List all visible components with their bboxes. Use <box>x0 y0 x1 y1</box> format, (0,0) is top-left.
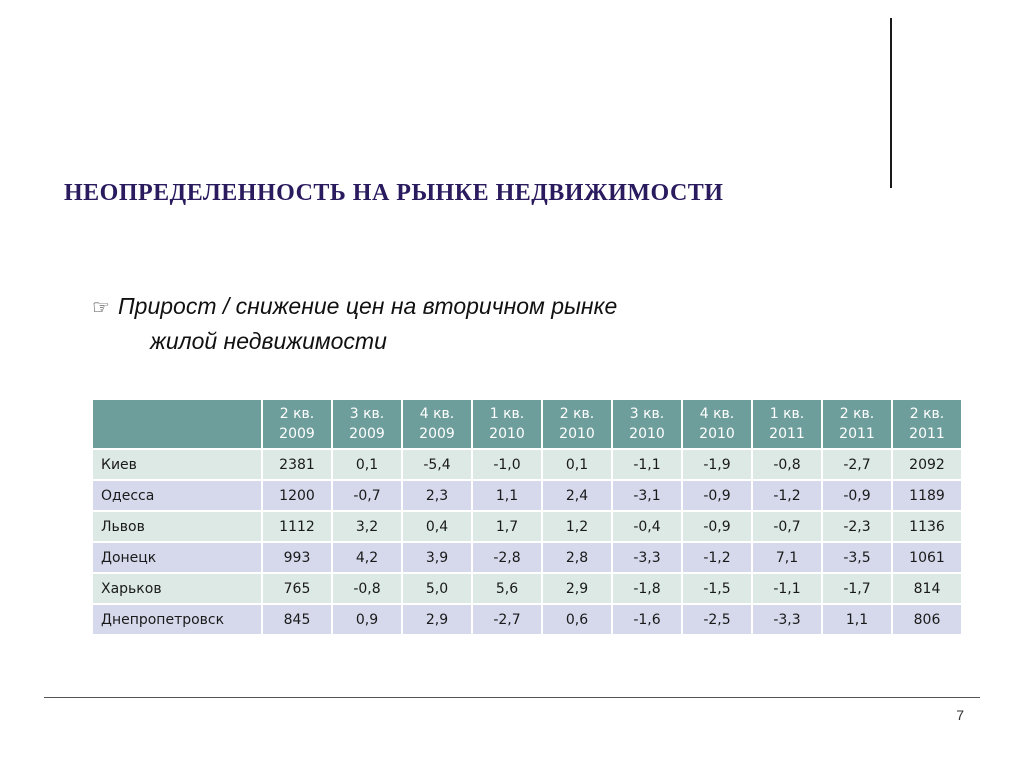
value-cell: -1,8 <box>613 574 683 605</box>
value-cell: -1,6 <box>613 605 683 636</box>
value-cell: -0,7 <box>753 512 823 543</box>
value-cell: -2,3 <box>823 512 893 543</box>
value-cell: -3,3 <box>753 605 823 636</box>
value-cell: 1200 <box>263 481 333 512</box>
value-cell: -5,4 <box>403 450 473 481</box>
value-cell: 1,1 <box>823 605 893 636</box>
value-cell: -1,2 <box>683 543 753 574</box>
value-cell: -1,2 <box>753 481 823 512</box>
value-cell: -1,7 <box>823 574 893 605</box>
value-cell: 2,3 <box>403 481 473 512</box>
bullet-point <box>92 290 852 358</box>
value-cell: 0,4 <box>403 512 473 543</box>
table-row <box>93 543 963 574</box>
hand-pointer-icon: ☞ <box>92 297 110 319</box>
value-cell: 806 <box>893 605 963 636</box>
column-header: 4 кв. 2010 <box>683 400 753 450</box>
value-cell: 814 <box>893 574 963 605</box>
value-cell: -1,1 <box>753 574 823 605</box>
value-cell: 1061 <box>893 543 963 574</box>
value-cell: 1112 <box>263 512 333 543</box>
vertical-divider <box>890 18 892 188</box>
footer-divider <box>44 697 980 698</box>
value-cell: 1136 <box>893 512 963 543</box>
value-cell: 2,9 <box>543 574 613 605</box>
city-cell: Донецк <box>93 543 263 574</box>
city-cell: Киев <box>93 450 263 481</box>
value-cell: -2,8 <box>473 543 543 574</box>
value-cell: 3,2 <box>333 512 403 543</box>
value-cell: 0,9 <box>333 605 403 636</box>
value-cell: -2,7 <box>823 450 893 481</box>
value-cell: 5,6 <box>473 574 543 605</box>
value-cell: -0,9 <box>683 481 753 512</box>
city-cell: Харьков <box>93 574 263 605</box>
column-header: 1 кв. 2011 <box>753 400 823 450</box>
price-change-table <box>93 400 963 636</box>
value-cell: 1,2 <box>543 512 613 543</box>
value-cell: -1,0 <box>473 450 543 481</box>
column-header: 2 кв. 2011 <box>823 400 893 450</box>
city-cell: Львов <box>93 512 263 543</box>
table-corner-cell <box>93 400 263 450</box>
value-cell: -3,3 <box>613 543 683 574</box>
value-cell: -0,8 <box>753 450 823 481</box>
value-cell: -0,9 <box>823 481 893 512</box>
value-cell: 0,6 <box>543 605 613 636</box>
value-cell: 0,1 <box>333 450 403 481</box>
column-header: 3 кв. 2009 <box>333 400 403 450</box>
table-row <box>93 512 963 543</box>
bullet-text-2: жилой недвижимости <box>150 328 387 354</box>
value-cell: -1,5 <box>683 574 753 605</box>
slide-title: НЕОПРЕДЕЛЕННОСТЬ НА РЫНКЕ НЕДВИЖИМОСТИ <box>64 180 724 206</box>
column-header: 2 кв. 2011 <box>893 400 963 450</box>
value-cell: 1189 <box>893 481 963 512</box>
value-cell: -2,5 <box>683 605 753 636</box>
column-header: 1 кв. 2010 <box>473 400 543 450</box>
column-header: 2 кв. 2010 <box>543 400 613 450</box>
column-header: 3 кв. 2010 <box>613 400 683 450</box>
value-cell: 1,7 <box>473 512 543 543</box>
bullet-line-1 <box>92 290 852 325</box>
city-cell: Днепропетровск <box>93 605 263 636</box>
value-cell: 3,9 <box>403 543 473 574</box>
value-cell: 0,1 <box>543 450 613 481</box>
value-cell: 2381 <box>263 450 333 481</box>
value-cell: -0,8 <box>333 574 403 605</box>
table-row <box>93 450 963 481</box>
table-row <box>93 481 963 512</box>
value-cell: 765 <box>263 574 333 605</box>
value-cell: -1,9 <box>683 450 753 481</box>
value-cell: 4,2 <box>333 543 403 574</box>
value-cell: -3,1 <box>613 481 683 512</box>
value-cell: 2092 <box>893 450 963 481</box>
column-header: 4 кв. 2009 <box>403 400 473 450</box>
value-cell: -0,9 <box>683 512 753 543</box>
value-cell: -0,7 <box>333 481 403 512</box>
value-cell: 5,0 <box>403 574 473 605</box>
value-cell: 7,1 <box>753 543 823 574</box>
value-cell: 845 <box>263 605 333 636</box>
table-row <box>93 574 963 605</box>
bullet-text-1: Прирост / снижение цен на вторичном рынке <box>118 293 618 319</box>
value-cell: -1,1 <box>613 450 683 481</box>
city-cell: Одесса <box>93 481 263 512</box>
value-cell: 2,8 <box>543 543 613 574</box>
value-cell: 1,1 <box>473 481 543 512</box>
page-number: 7 <box>956 707 964 723</box>
value-cell: 2,4 <box>543 481 613 512</box>
value-cell: 2,9 <box>403 605 473 636</box>
column-header: 2 кв. 2009 <box>263 400 333 450</box>
value-cell: 993 <box>263 543 333 574</box>
table-header-row <box>93 400 963 450</box>
value-cell: -2,7 <box>473 605 543 636</box>
value-cell: -3,5 <box>823 543 893 574</box>
table-row <box>93 605 963 636</box>
value-cell: -0,4 <box>613 512 683 543</box>
